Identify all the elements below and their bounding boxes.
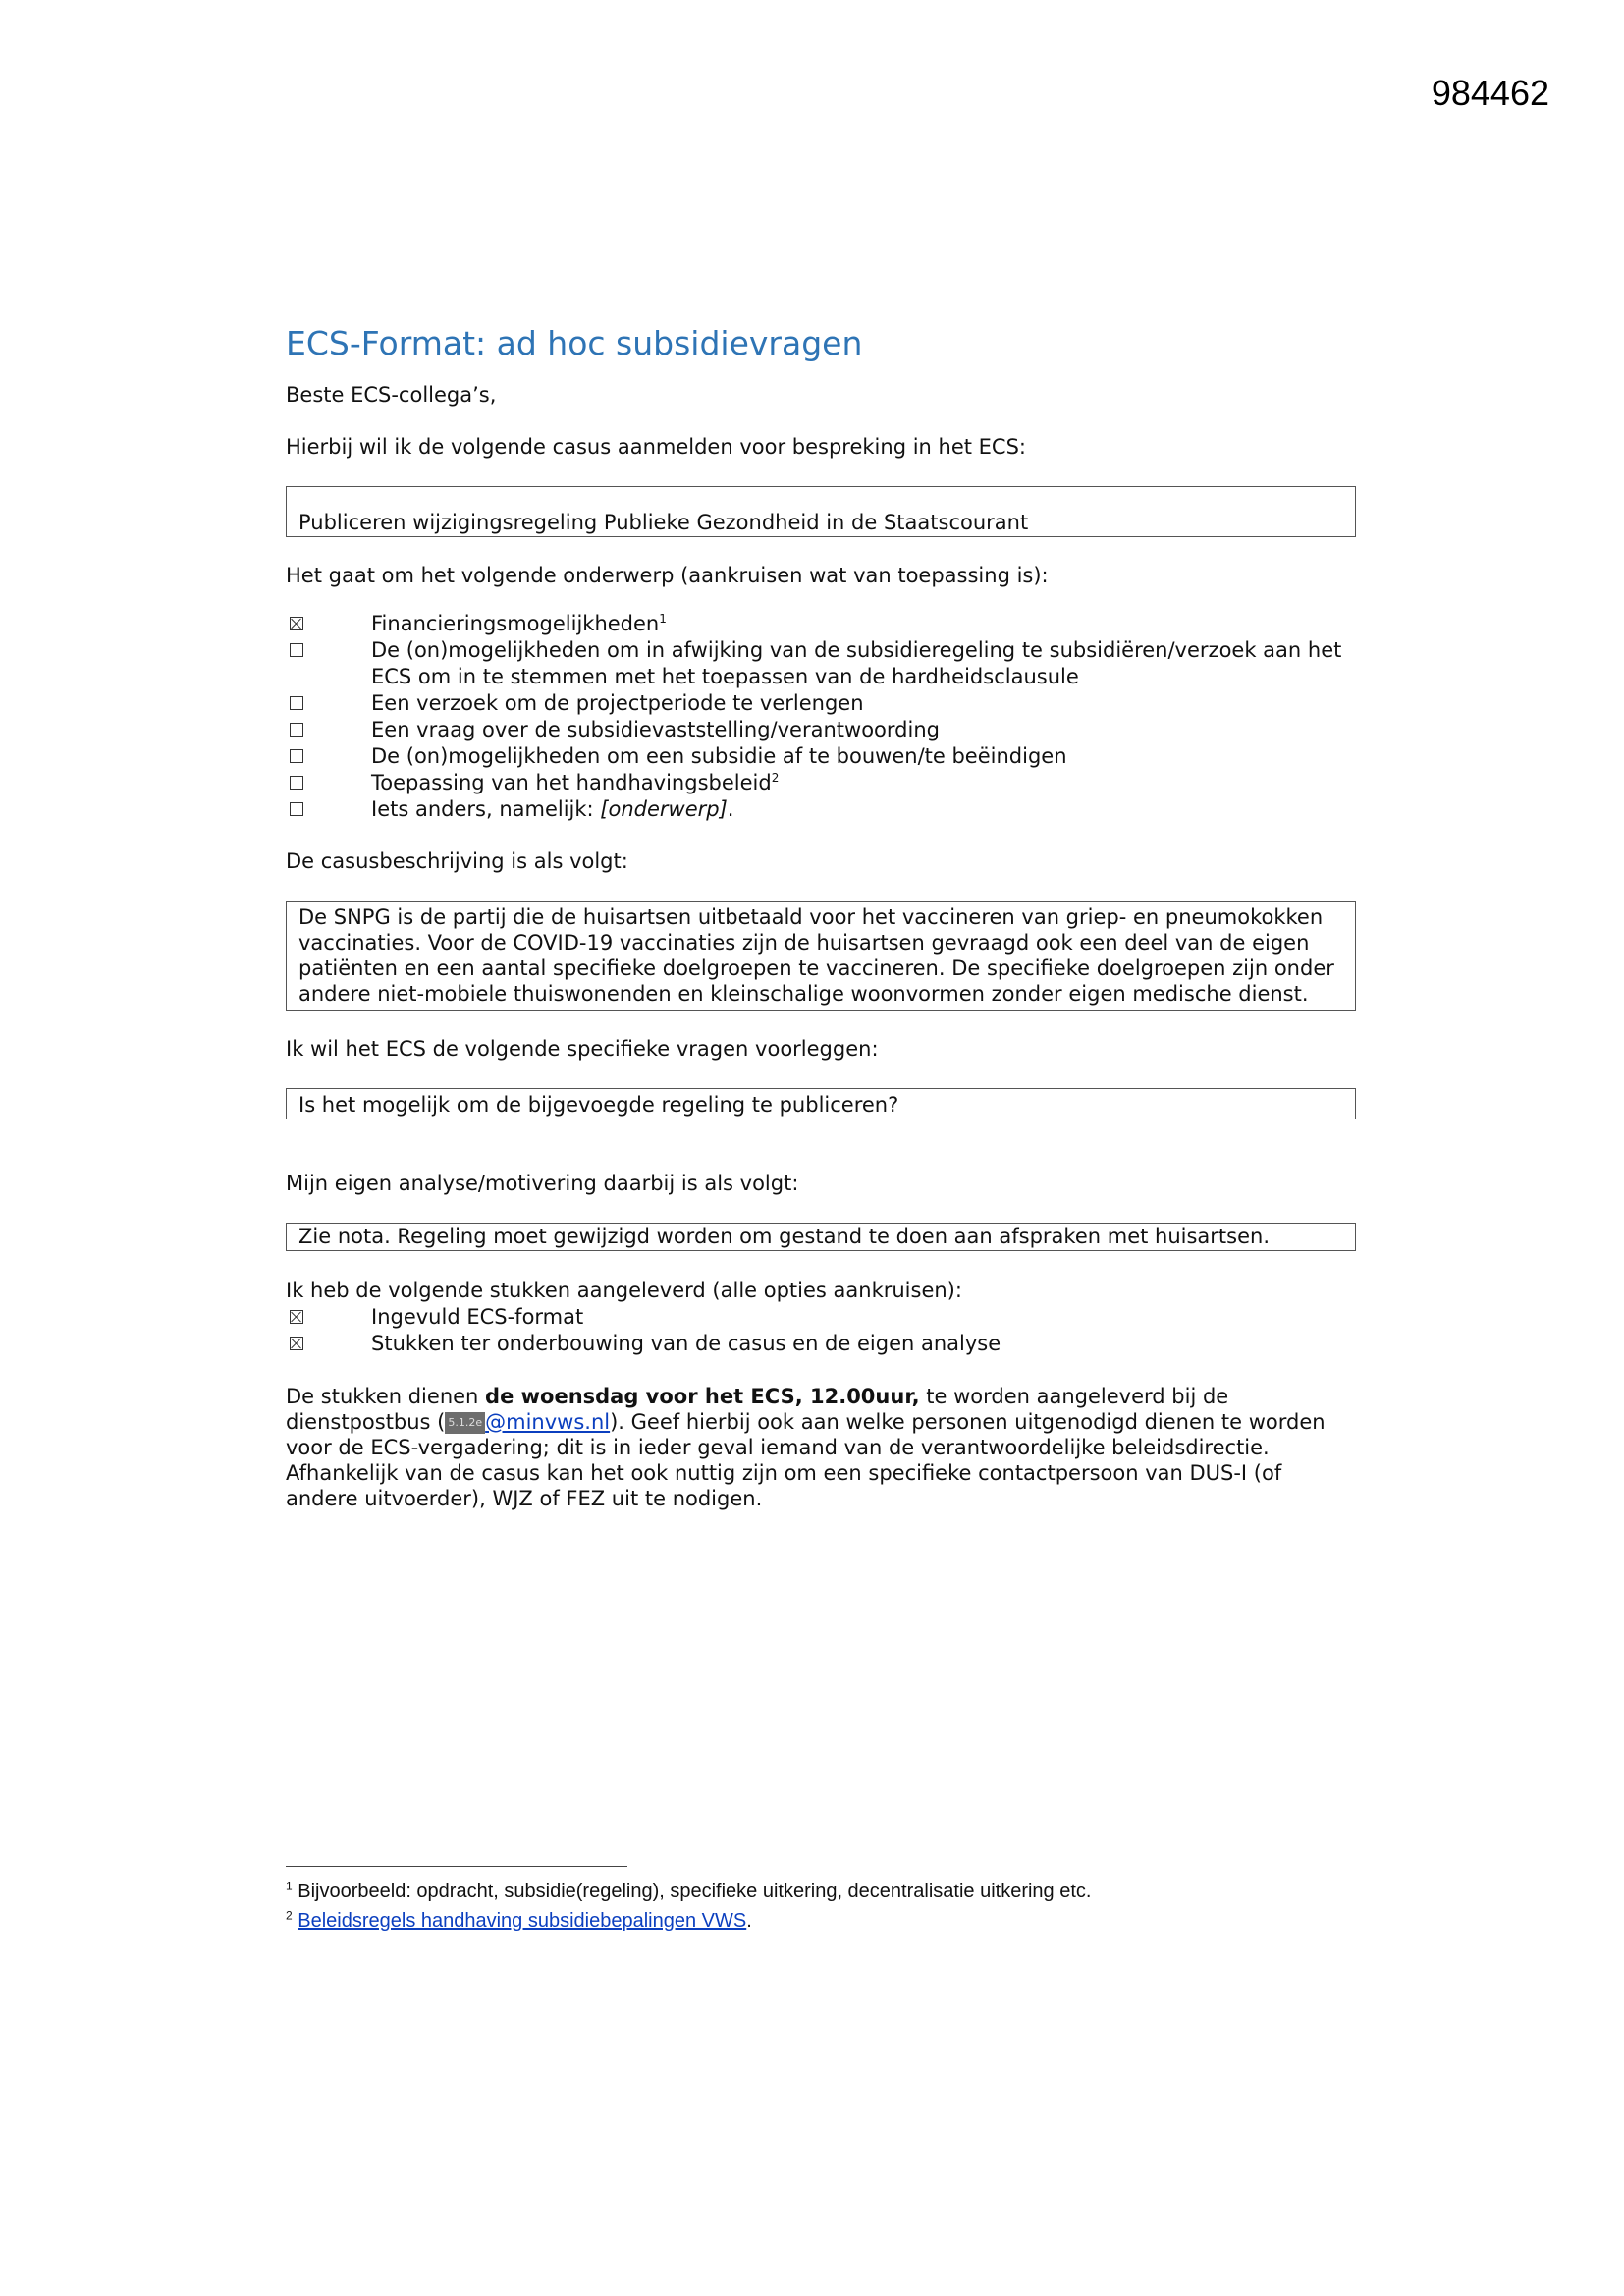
topic-item xyxy=(286,796,1356,823)
topic-list xyxy=(286,611,1356,823)
document-number: 984462 xyxy=(1431,73,1549,113)
footnote-1 xyxy=(286,1877,1366,1906)
closing-text: te worden aangeleverd bij de dienstpostbus ( xyxy=(286,1385,1229,1434)
topic-label: Financieringsmogelijkheden xyxy=(371,612,660,635)
delivered-list xyxy=(286,1304,1356,1357)
punctuation: . xyxy=(727,797,734,821)
checkbox-empty-icon[interactable] xyxy=(290,696,303,710)
punctuation: . xyxy=(746,1910,752,1932)
footnote-text: Bijvoorbeeld: opdracht, subsidie(regeling), specifieke uitkering, decentralisatie uitkering etc. xyxy=(298,1881,1092,1902)
topic-label: Een vraag over de subsidievaststelling/verantwoording xyxy=(371,718,940,741)
topic-item xyxy=(286,770,1356,796)
footnote-2 xyxy=(286,1906,1366,1936)
topic-item xyxy=(286,637,1356,690)
checkbox-checked-icon[interactable] xyxy=(290,617,303,630)
delivered-label: Stukken ter onderbouwing van de casus en de eigen analyse xyxy=(371,1332,1001,1355)
topic-label: Toepassing van het handhavingsbeleid xyxy=(371,771,772,794)
closing-text: De stukken dienen xyxy=(286,1385,486,1408)
topic-placeholder: [onderwerp] xyxy=(600,797,728,821)
greeting: Beste ECS-collega’s, xyxy=(286,383,497,407)
topic-label: Iets anders, namelijk: xyxy=(371,797,601,821)
checkbox-empty-icon[interactable] xyxy=(290,723,303,737)
policy-rules-link[interactable]: Beleidsregels handhaving subsidiebepalingen VWS xyxy=(298,1910,747,1932)
questions-prompt: Ik wil het ECS de volgende specifieke vragen voorleggen: xyxy=(286,1037,879,1061)
checkbox-empty-icon[interactable] xyxy=(290,749,303,763)
description-prompt: De casusbeschrijving is als volgt: xyxy=(286,849,628,873)
delivered-item xyxy=(286,1331,1356,1357)
footnotes xyxy=(286,1866,1366,1936)
deadline-text: de woensdag voor het ECS, 12.00uur, xyxy=(485,1385,920,1408)
analysis-prompt: Mijn eigen analyse/motivering daarbij is als volgt: xyxy=(286,1172,799,1195)
specific-question: Is het mogelijk om de bijgevoegde regeling te publiceren? xyxy=(298,1093,899,1117)
analysis-text: Zie nota. Regeling moet gewijzigd worden om gestand te doen aan afspraken met huisartsen. xyxy=(298,1225,1271,1248)
topic-item xyxy=(286,717,1356,743)
analysis-box xyxy=(286,1223,1356,1251)
topic-item xyxy=(286,611,1356,637)
checkbox-checked-icon[interactable] xyxy=(290,1310,303,1324)
checkbox-checked-icon[interactable] xyxy=(290,1337,303,1350)
topic-label: De (on)mogelijkheden om een subsidie af te bouwen/te beëindigen xyxy=(371,744,1067,768)
checkbox-empty-icon[interactable] xyxy=(290,643,303,657)
topic-label: De (on)mogelijkheden om in afwijking van de subsidieregeling te subsidiëren/verzoek aan het ECS om in te stemmen met het toepassen van de hardheidsclausule xyxy=(371,638,1342,688)
footnote-number: 2 xyxy=(286,1908,293,1923)
form-page xyxy=(286,324,1356,1511)
footnote-divider xyxy=(286,1866,627,1867)
footnote-ref: 2 xyxy=(771,771,780,785)
delivered-label: Ingevuld ECS-format xyxy=(371,1305,584,1329)
footnote-number: 1 xyxy=(286,1879,293,1893)
case-title-box xyxy=(286,486,1356,537)
questions-box xyxy=(286,1088,1356,1119)
delivered-item xyxy=(286,1304,1356,1331)
topic-item xyxy=(286,690,1356,717)
checkbox-empty-icon[interactable] xyxy=(290,802,303,816)
footnote-ref: 1 xyxy=(659,612,667,626)
intro-text: Hierbij wil ik de volgende casus aanmelden voor bespreking in het ECS: xyxy=(286,435,1026,459)
case-title: Publiceren wijzigingsregeling Publieke Gezondheid in de Staatscourant xyxy=(298,511,1029,534)
checkbox-empty-icon[interactable] xyxy=(290,776,303,790)
topic-label: Een verzoek om de projectperiode te verlengen xyxy=(371,691,864,715)
topic-prompt: Het gaat om het volgende onderwerp (aankruisen wat van toepassing is): xyxy=(286,564,1049,587)
topic-item xyxy=(286,743,1356,770)
email-link[interactable]: @minvws.nl xyxy=(485,1410,611,1434)
case-description: De SNPG is de partij die de huisartsen uitbetaald voor het vaccineren van griep- en pneumokokken vaccinaties. Voor de COVID-19 vaccinaties zijn de huisartsen gevraagd ook een deel van de eigen patiënten en een aantal specifieke doelgroepen te vaccineren. De specifieke doelgroepen zijn onder andere niet-mobiele thuiswonenden en kleinschalige woonvormen zonder eigen medische dienst. xyxy=(298,905,1334,1006)
delivered-prompt: Ik heb de volgende stukken aangeleverd (alle opties aankruisen): xyxy=(286,1279,962,1302)
redaction-mark: 5.1.2e xyxy=(445,1412,485,1434)
closing-paragraph xyxy=(286,1384,1356,1511)
closing-text: ). Geef hierbij ook aan welke personen uitgenodigd dienen te worden voor de ECS-vergadering; dit is in ieder geval iemand van de verantwoordelijke beleidsdirectie. Afhankelijk van de casus kan het ook nuttig zijn om een specifieke contactpersoon van DUS-I (of andere uitvoerder), WJZ of FEZ uit te nodigen. xyxy=(286,1410,1326,1510)
form-title: ECS-Format: ad hoc subsidievragen xyxy=(286,324,863,362)
description-box xyxy=(286,901,1356,1011)
